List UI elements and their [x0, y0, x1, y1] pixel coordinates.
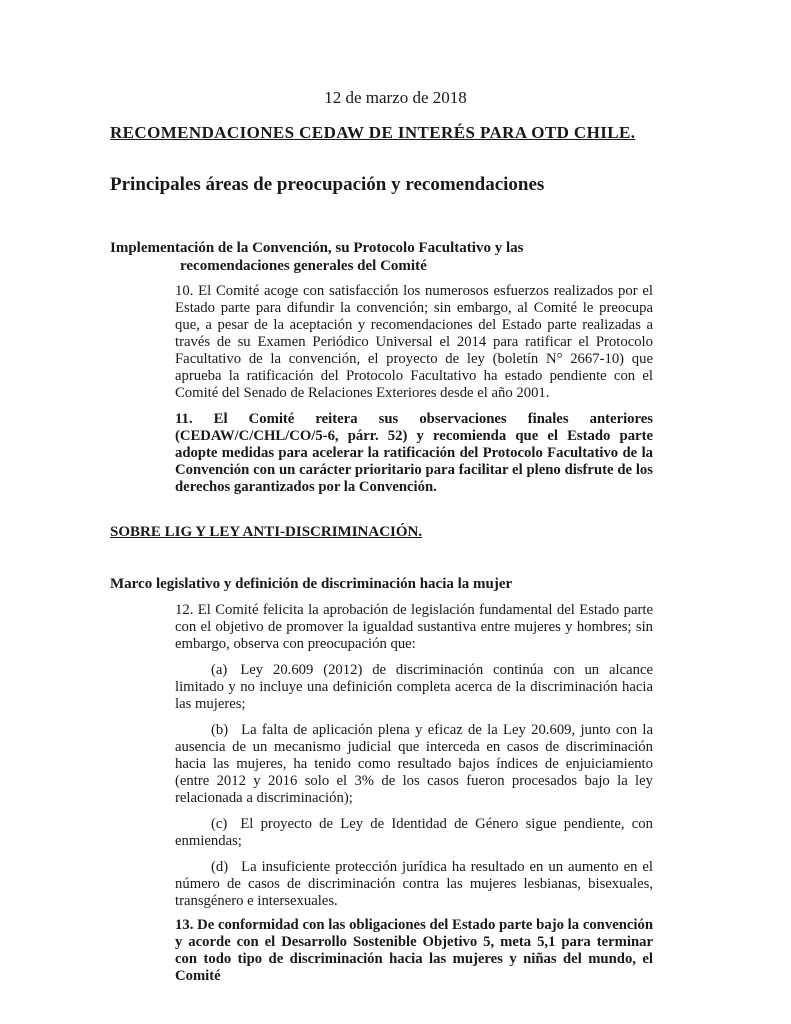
section-heading-implementation-line1: Implementación de la Convención, su Protocolo Facultativo y las	[110, 240, 524, 256]
paragraph-12: 12. El Comité felicita la aprobación de legislación fundamental del Estado parte con el objetivo de promover la igualdad sustantiva entre mujeres y hombres; sin embargo, observa con preocupación que:	[175, 602, 653, 652]
document-subtitle: Principales áreas de preocupación y recomendaciones	[110, 174, 545, 195]
list-item-c-label: (c)	[211, 816, 228, 832]
section-heading-implementation-line2: recomendaciones generales del Comité	[180, 258, 427, 274]
section-heading-implementation	[110, 239, 671, 275]
date-line: 12 de marzo de 2018	[324, 88, 467, 107]
list-item-b	[175, 722, 653, 807]
document-title: RECOMENDACIONES CEDAW DE INTERÉS PARA OTD CHILE.	[110, 123, 636, 142]
list-item-b-label: (b)	[211, 722, 229, 738]
list-item-c	[175, 816, 653, 850]
paragraph-13: 13. De conformidad con las obligaciones del Estado parte bajo la convención y acorde con el Desarrollo Sostenible Objetivo 5, meta 5,1 para terminar con todo tipo de discriminación hacia las mujeres y niñas del mundo, el Comité	[175, 917, 653, 984]
list-item-b-text: La falta de aplicación plena y eficaz de la Ley 20.609, junto con la ausencia de un mecanismo judicial que interceda en casos de discriminación hacia las mujeres, ha tenido como resultado bajos índices de enjuiciamiento (entre 2012 y 2016 solo el 3% de los casos fueron procesados bajo la ley relacionada a discriminación);	[175, 722, 653, 806]
list-item-a	[175, 662, 653, 713]
list-item-d-label: (d)	[211, 859, 229, 875]
list-item-a-text: Ley 20.609 (2012) de discriminación continúa con un alcance limitado y no incluye una definición completa acerca de la discriminación hacia las mujeres;	[175, 662, 653, 712]
paragraph-11: 11. El Comité reitera sus observaciones finales anteriores (CEDAW/C/CHL/CO/5-6, párr. 52) y recomienda que el Estado parte adopte medidas para acelerar la ratificación del Protocolo Facultativo de la Convención con un carácter prioritario para facilitar el pleno disfrute de los derechos garantizados por la Convención.	[175, 411, 653, 495]
list-item-a-label: (a)	[211, 662, 228, 678]
list-item-c-text: El proyecto de Ley de Identidad de Género sigue pendiente, con enmiendas;	[175, 816, 653, 849]
list-item-d-text: La insuficiente protección jurídica ha resultado en un aumento en el número de casos de discriminación contra las mujeres lesbianas, bisexuales, transgénero e intersexuales.	[175, 859, 653, 909]
section-heading-anti-discrimination: SOBRE LIG Y LEY ANTI-DISCRIMINACIÓN.	[110, 524, 423, 540]
list-item-d	[175, 859, 653, 910]
subsection-heading-marco-legislativo: Marco legislativo y definición de discriminación hacia la mujer	[110, 576, 513, 592]
paragraph-10: 10. El Comité acoge con satisfacción los numerosos esfuerzos realizados por el Estado parte para difundir la convención; sin embargo, al Comité le preocupa que, a pesar de la aceptación y recomendaciones del Estado parte realizadas a través de su Examen Periódico Universal el 2014 para ratificar el Protocolo Facultativo de la convención, el proyecto de ley (boletín N° 2667-10) que aprueba la ratificación del Protocolo Facultativo ha estado pendiente con el Comité del Senado de Relaciones Exteriores desde el año 2001.	[175, 283, 653, 401]
